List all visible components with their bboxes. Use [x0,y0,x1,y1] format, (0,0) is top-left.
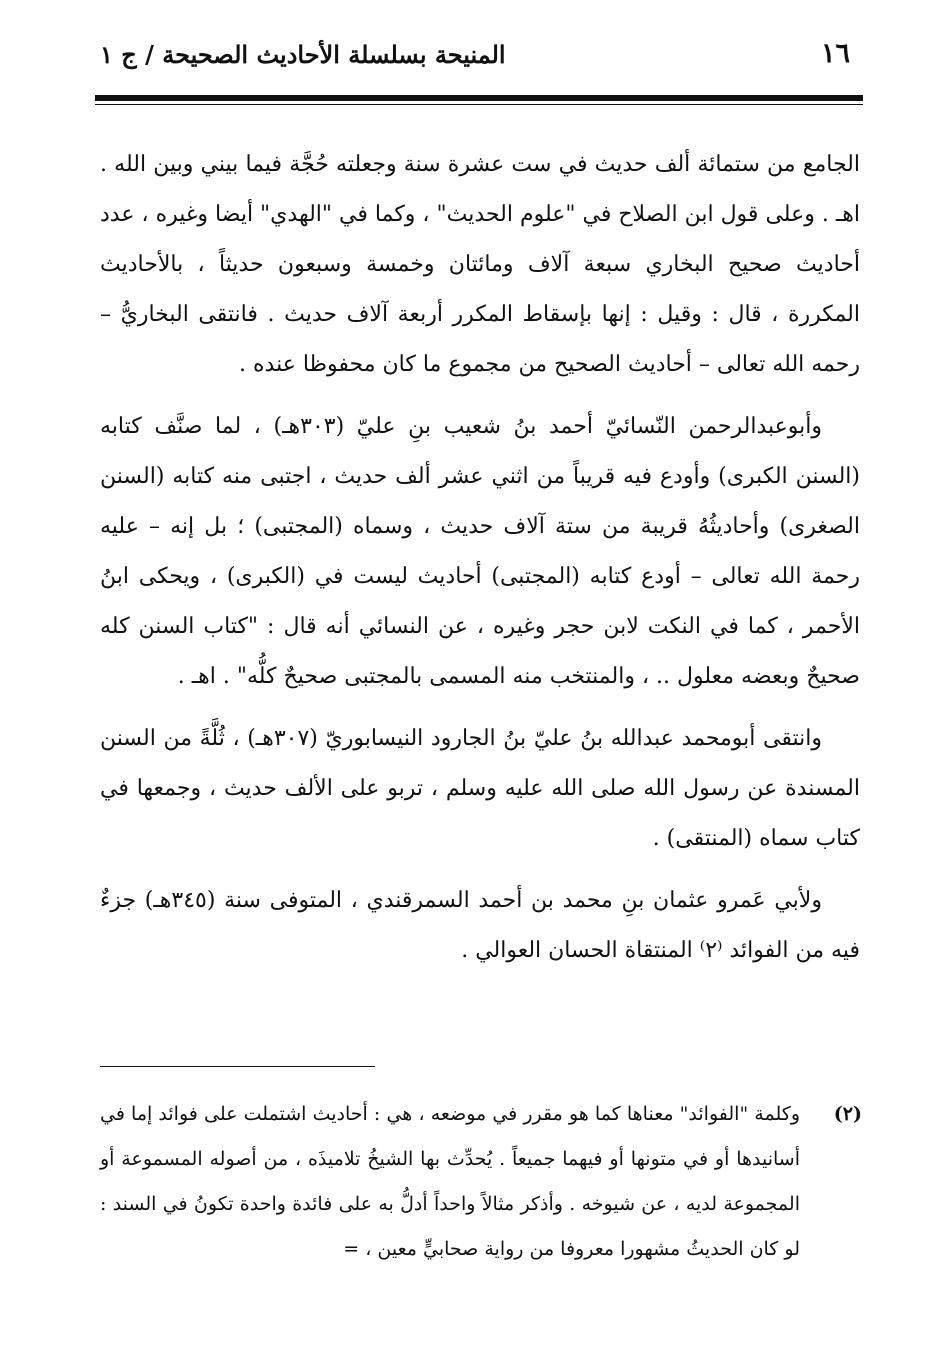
page-number: ١٦ [820,38,850,69]
page-header [100,38,860,78]
paragraph-2: وأبوعبدالرحمن النّسائيّ أحمد بنُ شعيب بنِ عليّ (٣٠٣هـ) ، لما صنَّف كتابه (السنن الكبرى) وأودع فيه قريباً من اثني عشر ألف حديث ، اجتبى منه كتابه (السنن الصغرى) وأحاديثُهُ قريبة من ستة آلاف حديث ، وسماه (المجتبى) ؛ بل إنه – عليه رحمة الله تعالى – أودع كتابه (المجتبى) أحاديث ليست في (الكبرى) ، ويحكى ابنُ الأحمر ، كما في النكت لابن حجر وغيره ، عن النسائي أنه قال : "كتاب السنن كله صحيحٌ وبعضه معلول .. ، والمنتخب منه المسمى بالمجتبى صحيحٌ كلُّه" . اهـ . [100,414,861,689]
paragraph-4: ولأبي عَمرو عثمان بنِ محمد بن أحمد السمرقندي ، المتوفى سنة (٣٤٥هـ) جزءٌ فيه من الفوائد ⁽٢⁾ المنتقاة الحسان العوالي . [100,888,860,963]
body-text [100,140,860,976]
footnote-marker: (٢) [833,1103,862,1125]
paragraph-3: وانتقى أبومحمد عبدالله بنُ عليّ بنُ الجارود النيسابوريّ (٣٠٧هـ) ، ثُلَّةً من السنن المسندة عن رسول الله صلى الله عليه وسلم ، تربو على الألف حديث ، وجمعها في كتاب سماه (المنتقى) . [100,726,860,851]
footnote [100,1092,862,1272]
running-title: المنيحة بسلسلة الأحاديث الصحيحة / ج ١ [100,40,506,69]
paragraph-1: الجامع من ستمائة ألف حديث في ست عشرة سنة وجعلته حُجَّة فيما بيني وبين الله . اهـ . وعلى قول ابن الصلاح في "علوم الحديث" ، وكما في "الهدي" أيضا وغيره ، عدد أحاديث صحيح البخاري سبعة آلاف ومائتان وخمسة وسبعون حديثاً ، بالأحاديث المكررة ، قال : وقيل : إنها بإسقاط المكرر أربعة آلاف حديث . فانتقى البخاريُّ – رحمه الله تعالى – أحاديث الصحيح من مجموع ما كان محفوظا عنده . [100,152,860,377]
footnote-rule [100,1066,375,1067]
footnote-text: وكلمة "الفوائد" معناها كما هو مقرر في موضعه ، هي : أحاديث اشتملت على فوائد إما في أسانيدها أو في متونها أو فيهما جميعاً . يُحدِّث بها الشيخُ تلاميذَه ، من أصوله المسموعة أو المجموعة لديه ، عن شيوخه . وأذكر مثالاً واحداً أدلُّ به على فائدة واحدة تكونُ في السند : لو كان الحديثُ مشهورا معروفا من رواية صحابيٍّ معين ، = [100,1103,800,1260]
header-rule [95,95,863,101]
header-rule-thin [95,104,863,105]
